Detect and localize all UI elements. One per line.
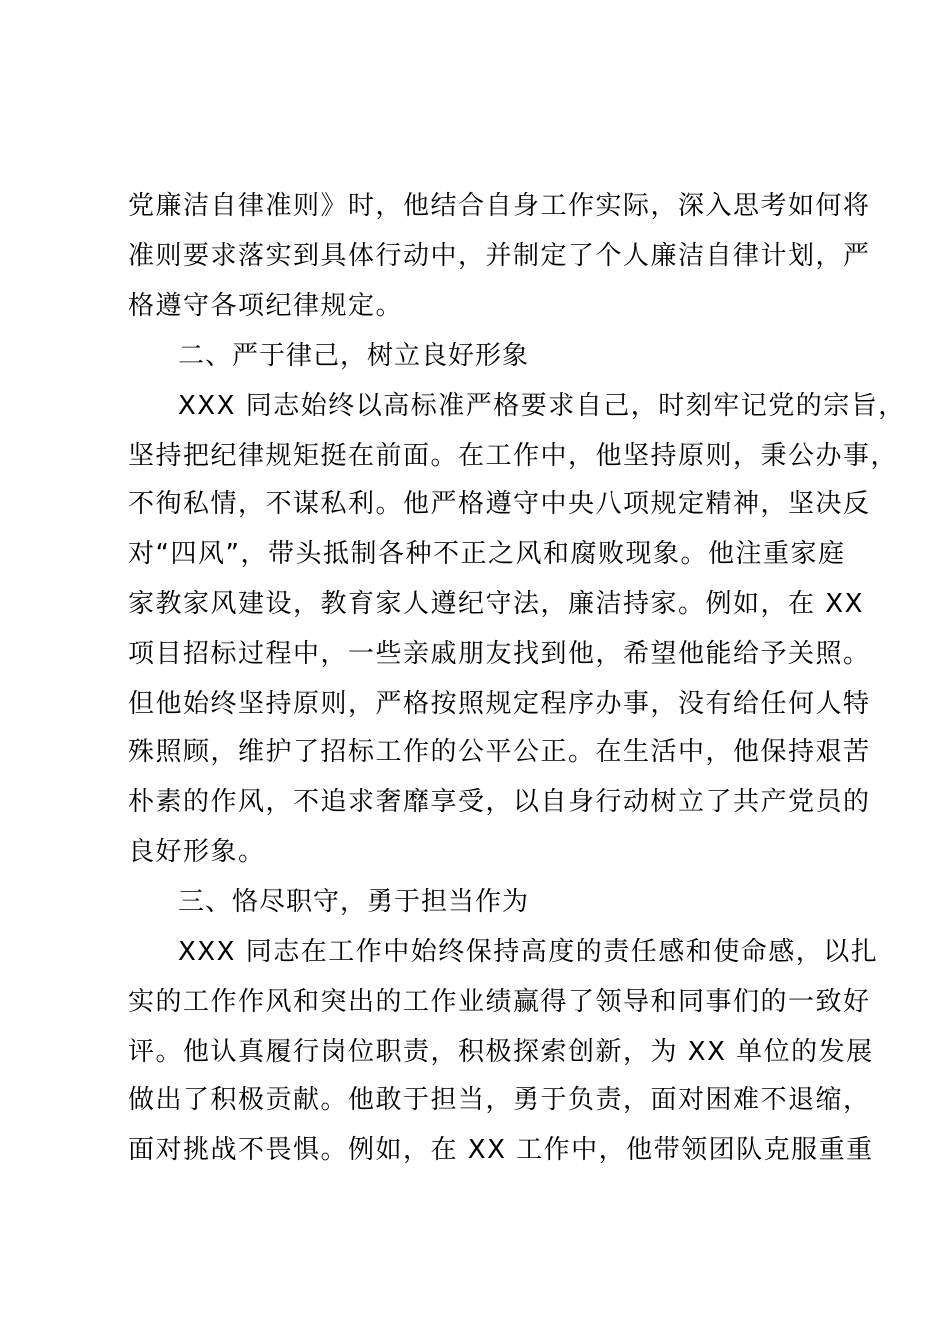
paragraph-line: 家教家风建设，教育家人遵纪守法，廉洁持家。例如，在 XX <box>128 589 864 619</box>
paragraph-line: 但他始终坚持原则，严格按照规定程序办事，没有给任何人特 <box>128 689 871 719</box>
paragraph-line: 朴素的作风，不追求奢靡享受，以自身行动树立了共产党员的 <box>128 787 871 817</box>
paragraph-line: 项目招标过程中，一些亲戚朋友找到他，希望他能给予关照。 <box>128 639 871 669</box>
paragraph-line: 不徇私情，不谋私利。他严格遵守中央八项规定精神，坚决反 <box>128 489 871 519</box>
paragraph-line: 做出了积极贡献。他敢于担当，勇于负责，面对困难不退缩， <box>128 1085 871 1115</box>
paragraph-line: 面对挑战不畏惧。例如，在 XX 工作中，他带领团队克服重重 <box>128 1135 874 1165</box>
paragraph-line: 格遵守各项纪律规定。 <box>128 291 404 321</box>
paragraph-line: 坚持把纪律规矩挺在前面。在工作中，他坚持原则，秉公办事， <box>128 441 899 471</box>
paragraph-line: 党廉洁自律准则》时，他结合自身工作实际，深入思考如何将 <box>128 191 871 221</box>
paragraph-line: 实的工作作风和突出的工作业绩赢得了领导和同事们的一致好 <box>128 987 871 1017</box>
paragraph-line: 评。他认真履行岗位职责，积极探索创新，为 XX 单位的发展 <box>128 1037 874 1067</box>
paragraph-line: 对“四风”，带头抵制各种不正之风和腐败现象。他注重家庭 <box>128 539 846 569</box>
section-heading: 二、严于律己，树立良好形象 <box>178 341 530 371</box>
paragraph-line: 准则要求落实到具体行动中，并制定了个人廉洁自律计划，严 <box>128 241 871 271</box>
paragraph-line: 殊照顾，维护了招标工作的公平公正。在生活中，他保持艰苦 <box>128 737 871 767</box>
section-heading: 三、恪尽职守，勇于担当作为 <box>178 887 530 917</box>
paragraph-line: 良好形象。 <box>128 837 266 867</box>
paragraph-line: XXX 同志始终以高标准严格要求自己，时刻牢记党的宗旨， <box>178 391 906 421</box>
paragraph-line: XXX 同志在工作中始终保持高度的责任感和使命感，以扎 <box>178 937 879 967</box>
